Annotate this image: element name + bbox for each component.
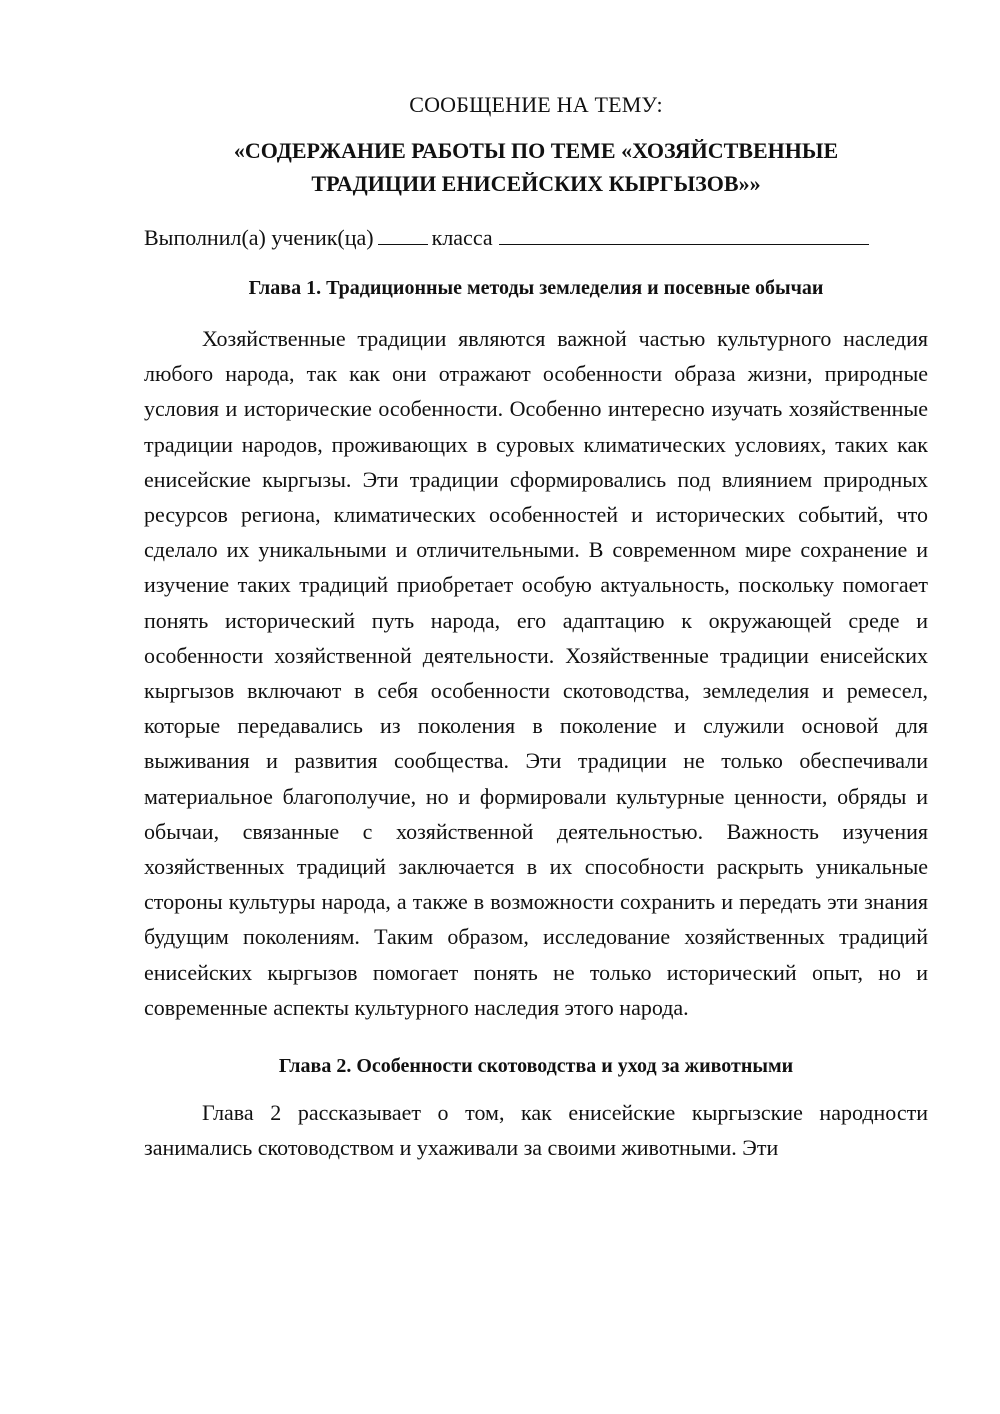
document-title-line-1: «СОДЕРЖАНИЕ РАБОТЫ ПО ТЕМЕ «ХОЗЯЙСТВЕННЫЕ	[233, 138, 839, 163]
chapter-1-heading: Глава 1. Традиционные методы земледелия и посевные обычаи	[248, 277, 824, 299]
chapter-1-paragraph: Хозяйственные традиции являются важной частью культурного наследия любого народа, так как они отражают особенности образа жизни, природные условия и исторические особенности. Особенно интересно изучать хозяйственные традиции народов, проживающих в суровых климатических условиях, таких как енисейские кыргызы. Эти традиции сформировались под влиянием природных ресурсов региона, климатических особенностей и исторических событий, что сделало их уникальными и отличительными. В современном мире сохранение и изучение таких традиций приобретает особую актуальность, поскольку помогает понять исторический путь народа, его адаптацию к окружающей среде и особенности хозяйственной деятельности. Хозяйственные традиции енисейских кыргызов включают в себя особенности скотоводства, земледелия и ремесел, которые передавались из поколения в поколение и служили основой для выживания и развития сообщества. Эти традиции не только обеспечивали материальное благополучие, но и формировали культурные ценности, обряды и обычаи, связанные с хозяйственной деятельностью. Важность изучения хозяйственных традиций заключается в их способности раскрыть уникальные стороны культуры народа, а также в возможности сохранить и передать эти знания будущим поколениям. Таким образом, исследование хозяйственных традиций енисейских кыргызов помогает понять не только исторический опыт, но и современные аспекты культурного наследия этого народа.	[144, 326, 928, 1020]
sign-prefix-label: Выполнил(а) ученик(ца)	[144, 225, 374, 250]
document-page	[144, 90, 928, 1165]
author-sign-line	[144, 222, 928, 253]
chapter-2-heading: Глава 2. Особенности скотоводства и уход за животными	[278, 1055, 794, 1078]
document-title-line-2: ТРАДИЦИИ ЕНИСЕЙСКИХ КЫРГЫЗОВ»»	[311, 171, 761, 196]
chapter-2-paragraph: Глава 2 рассказывает о том, как енисейские кыргызские народности занимались скотоводством и ухаживали за своими животными. Эти	[144, 1100, 928, 1161]
document-title	[144, 134, 928, 200]
sign-middle-label: класса	[431, 225, 493, 250]
grade-blank-field	[378, 222, 428, 245]
document-kicker: СООБЩЕНИЕ НА ТЕМУ:	[409, 92, 663, 117]
name-blank-field	[499, 222, 869, 245]
